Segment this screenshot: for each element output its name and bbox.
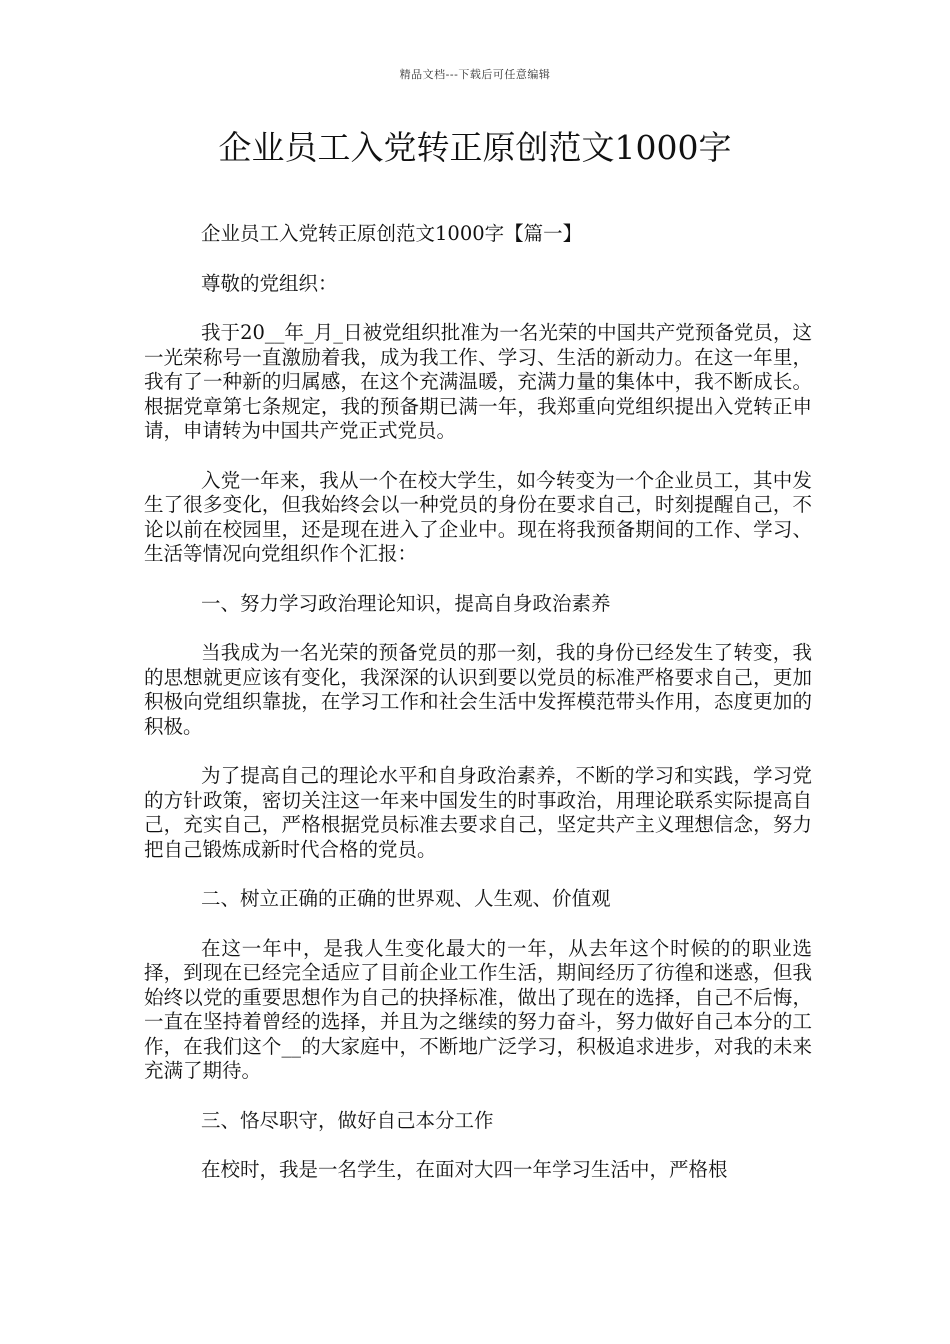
paragraph: 在这一年中，是我人生变化最大的一年，从去年这个时候的的职业选择，到现在已经完全适应了目前企业工作生活，期间经历了彷徨和迷惑，但我始终以党的重要思想作为自己的抉择标准，做出了现在的选择，自己不后悔，一直在坚持着曾经的选择，并且为之继续的努力奋斗，努力做好自己本分的工作，在我们这个__的大家庭中，不断地广泛学习，积极追求进步，对我的未来充满了期待。 [144,936,812,1082]
paragraph: 入党一年来，我从一个在校大学生，如今转变为一个企业员工，其中发生了很多变化，但我始终会以一种党员的身份在要求自己，时刻提醒自己，不论以前在校园里，还是现在进入了企业中。现在将我预备期间的工作、学习、生活等情况向党组织作个汇报： [144,468,812,565]
section-heading: 一、努力学习政治理论知识，提高自身政治素养 [201,591,611,615]
document-body [144,222,812,1208]
header-note: 精品文档---下载后可任意编辑 [399,68,551,81]
salutation: 尊敬的党组织： [201,271,338,295]
paragraph: 我于20__年_月_日被党组织批准为一名光荣的中国共产党预备党员，这一光荣称号一直激励着我，成为我工作、学习、生活的新动力。在这一年里，我有了一种新的归属感，在这个充满温暖，充满力量的集体中，我不断成长。根据党章第七条规定，我的预备期已满一年，我郑重向党组织提出入党转正申请，申请转为中国共产党正式党员。 [144,321,812,442]
paragraph: 当我成为一名光荣的预备党员的那一刻，我的身份已经发生了转变，我的思想就更应该有变化，我深深的认识到要以党员的标准严格要求自己，更加积极向党组织靠拢，在学习工作和社会生活中发挥模范带头作用，态度更加的积极。 [144,641,812,738]
document-title: 企业员工入党转正原创范文1000字 [218,128,732,167]
section-subtitle: 企业员工入党转正原创范文1000字【篇一】 [201,222,583,245]
section-heading: 三、恪尽职守，做好自己本分工作 [201,1108,494,1132]
paragraph: 为了提高自己的理论水平和自身政治素养，不断的学习和实践，学习党的方针政策，密切关注这一年来中国发生的时事政治，用理论联系实际提高自己，充实自己，严格根据党员标准去要求自己，坚定共产主义理想信念，努力把自己锻炼成新时代合格的党员。 [144,764,812,861]
paragraph: 在校时，我是一名学生，在面对大四一年学习生活中，严格根 [201,1158,728,1181]
section-heading: 二、树立正确的正确的世界观、人生观、价值观 [201,887,611,910]
